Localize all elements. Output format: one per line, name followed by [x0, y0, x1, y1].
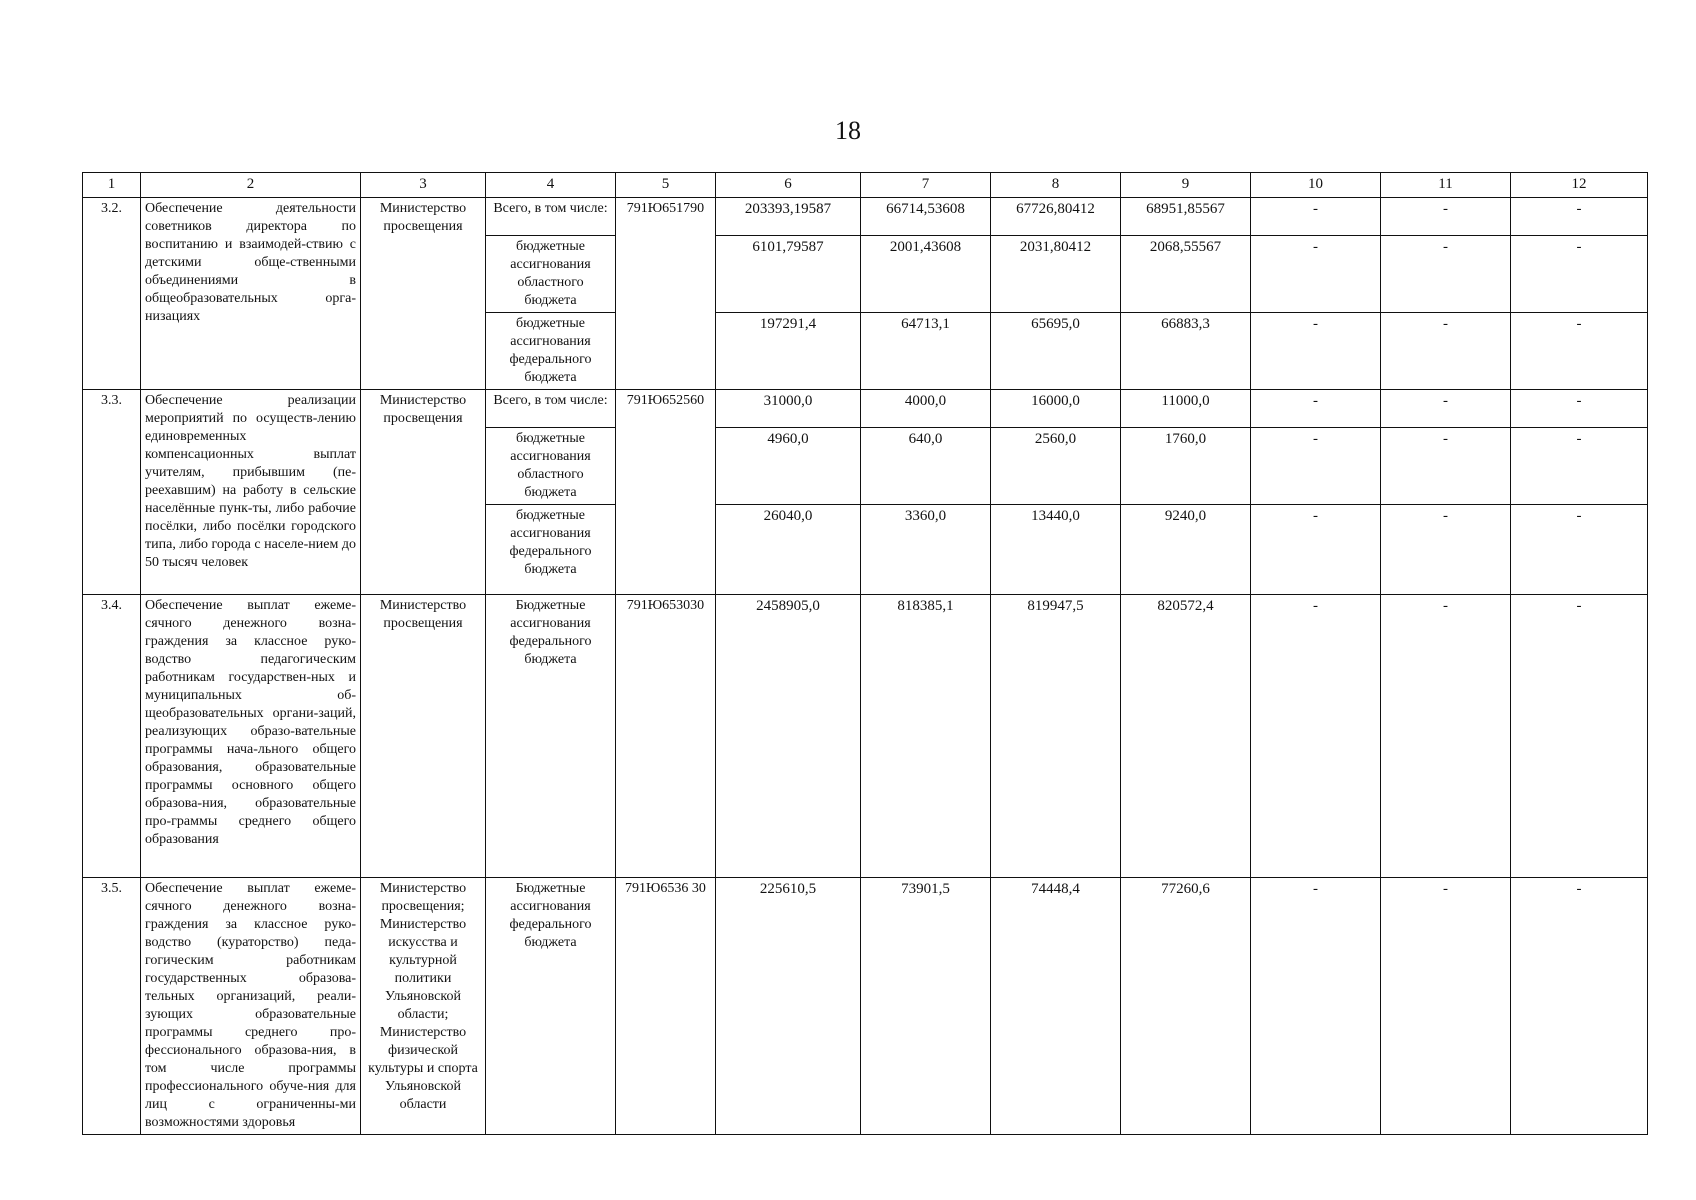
header-row: [83, 173, 1648, 198]
amount-col-9: 1760,0: [1121, 428, 1251, 505]
budget-code: 791Ю653030: [616, 595, 716, 878]
header-cell-11: 11: [1381, 173, 1511, 198]
amount-total: 26040,0: [716, 505, 861, 595]
amount-col-9: 820572,4: [1121, 595, 1251, 878]
header-cell-5: 5: [616, 173, 716, 198]
row-number: 3.3.: [83, 390, 141, 595]
amount-col-10: -: [1251, 236, 1381, 313]
row-number: 3.4.: [83, 595, 141, 878]
header-cell-10: 10: [1251, 173, 1381, 198]
amount-col-11: -: [1381, 878, 1511, 1135]
funding-source: Бюджетные ассигнования федерального бюджета: [486, 595, 616, 878]
funding-source: бюджетные ассигнования федерального бюджета: [486, 505, 616, 595]
amount-col-8: 819947,5: [991, 595, 1121, 878]
page-number: 18: [835, 116, 861, 145]
amount-col-10: -: [1251, 505, 1381, 595]
funding-source: бюджетные ассигнования областного бюджета: [486, 236, 616, 313]
amount-col-11: -: [1381, 390, 1511, 428]
amount-col-7: 66714,53608: [861, 198, 991, 236]
amount-col-8: 2031,80412: [991, 236, 1121, 313]
header-cell-2: 2: [141, 173, 361, 198]
amount-total: 197291,4: [716, 313, 861, 390]
header-cell-4: 4: [486, 173, 616, 198]
budget-code: 791Ю652560: [616, 390, 716, 595]
amount-col-9: 77260,6: [1121, 878, 1251, 1135]
header-cell-7: 7: [861, 173, 991, 198]
funding-source: Бюджетные ассигнования федерального бюджета: [486, 878, 616, 1135]
budget-code: 791Ю6536 30: [616, 878, 716, 1135]
amount-col-7: 4000,0: [861, 390, 991, 428]
budget-table-wrapper: [82, 172, 1647, 1135]
row-description: Обеспечение выплат ежеме-сячного денежного возна-граждения за классное руко-водство педагогическим работникам государствен-ных и муниципальных об-щеобразовательных органи-заций, реализующих образо-вательные программы нача-льного общего образования, образовательные программы основного общего образова-ния, образовательные про-граммы среднего общего образования: [141, 595, 361, 878]
amount-col-9: 11000,0: [1121, 390, 1251, 428]
budget-code: 791Ю651790: [616, 198, 716, 390]
amount-col-10: -: [1251, 198, 1381, 236]
amount-total: 4960,0: [716, 428, 861, 505]
row-description: Обеспечение реализации мероприятий по осуществ-лению единовременных компенсационных выплат учителям, прибывшим (пе-реехавшим) на работу в сельские населённые пунк-ты, либо рабочие посёлки, либо посёлки городского типа, либо города с населе-нием до 50 тысяч человек: [141, 390, 361, 595]
amount-col-12: -: [1511, 313, 1648, 390]
amount-col-7: 640,0: [861, 428, 991, 505]
amount-col-11: -: [1381, 595, 1511, 878]
amount-total: 203393,19587: [716, 198, 861, 236]
amount-col-12: -: [1511, 505, 1648, 595]
amount-col-10: -: [1251, 595, 1381, 878]
header-cell-12: 12: [1511, 173, 1648, 198]
header-cell-3: 3: [361, 173, 486, 198]
amount-col-7: 73901,5: [861, 878, 991, 1135]
row-number: 3.5.: [83, 878, 141, 1135]
amount-col-11: -: [1381, 505, 1511, 595]
table-row: [83, 390, 1648, 428]
amount-col-8: 16000,0: [991, 390, 1121, 428]
row-number: 3.2.: [83, 198, 141, 390]
table-row: [83, 878, 1648, 1135]
table-row: [83, 198, 1648, 236]
amount-col-9: 68951,85567: [1121, 198, 1251, 236]
amount-col-7: 64713,1: [861, 313, 991, 390]
amount-total: 225610,5: [716, 878, 861, 1135]
amount-col-8: 67726,80412: [991, 198, 1121, 236]
amount-col-7: 818385,1: [861, 595, 991, 878]
row-description: Обеспечение деятельности советников директора по воспитанию и взаимодей-ствию с детскими обще-ственными объединениями в общеобразовательных орга-низациях: [141, 198, 361, 390]
amount-col-10: -: [1251, 878, 1381, 1135]
amount-col-12: -: [1511, 198, 1648, 236]
amount-col-10: -: [1251, 390, 1381, 428]
amount-col-11: -: [1381, 428, 1511, 505]
header-cell-9: 9: [1121, 173, 1251, 198]
amount-total: 31000,0: [716, 390, 861, 428]
row-executor: Министерство просвещения: [361, 198, 486, 390]
row-executor: Министерство просвещения: [361, 390, 486, 595]
funding-source: Всего, в том числе:: [486, 198, 616, 236]
amount-col-11: -: [1381, 313, 1511, 390]
funding-source: Всего, в том числе:: [486, 390, 616, 428]
row-description: Обеспечение выплат ежеме-сячного денежного возна-граждения за классное руко-водство (кураторство) педа-гогическим работникам государственных образова-тельных организаций, реали-зующих образовательные программы среднего про-фессионального образова-ния, в том числе программы профессионального обуче-ния для лиц с ограниченны-ми возможностями здоровья: [141, 878, 361, 1135]
header-cell-1: 1: [83, 173, 141, 198]
amount-col-11: -: [1381, 236, 1511, 313]
amount-col-11: -: [1381, 198, 1511, 236]
amount-col-8: 2560,0: [991, 428, 1121, 505]
row-executor: Министерство просвещения; Министерство искусства и культурной политики Ульяновской области; Министерство физической культуры и спорта Ульяновской области: [361, 878, 486, 1135]
row-executor: Министерство просвещения: [361, 595, 486, 878]
amount-col-8: 74448,4: [991, 878, 1121, 1135]
amount-col-10: -: [1251, 313, 1381, 390]
amount-col-12: -: [1511, 390, 1648, 428]
amount-col-9: 9240,0: [1121, 505, 1251, 595]
amount-col-12: -: [1511, 428, 1648, 505]
amount-col-9: 2068,55567: [1121, 236, 1251, 313]
amount-col-8: 65695,0: [991, 313, 1121, 390]
funding-source: бюджетные ассигнования федерального бюджета: [486, 313, 616, 390]
amount-col-8: 13440,0: [991, 505, 1121, 595]
amount-col-10: -: [1251, 428, 1381, 505]
amount-col-12: -: [1511, 878, 1648, 1135]
amount-col-12: -: [1511, 236, 1648, 313]
budget-table: [82, 172, 1648, 1135]
amount-total: 2458905,0: [716, 595, 861, 878]
amount-col-12: -: [1511, 595, 1648, 878]
header-cell-6: 6: [716, 173, 861, 198]
funding-source: бюджетные ассигнования областного бюджета: [486, 428, 616, 505]
table-row: [83, 595, 1648, 878]
amount-col-7: 3360,0: [861, 505, 991, 595]
amount-total: 6101,79587: [716, 236, 861, 313]
header-cell-8: 8: [991, 173, 1121, 198]
amount-col-9: 66883,3: [1121, 313, 1251, 390]
amount-col-7: 2001,43608: [861, 236, 991, 313]
